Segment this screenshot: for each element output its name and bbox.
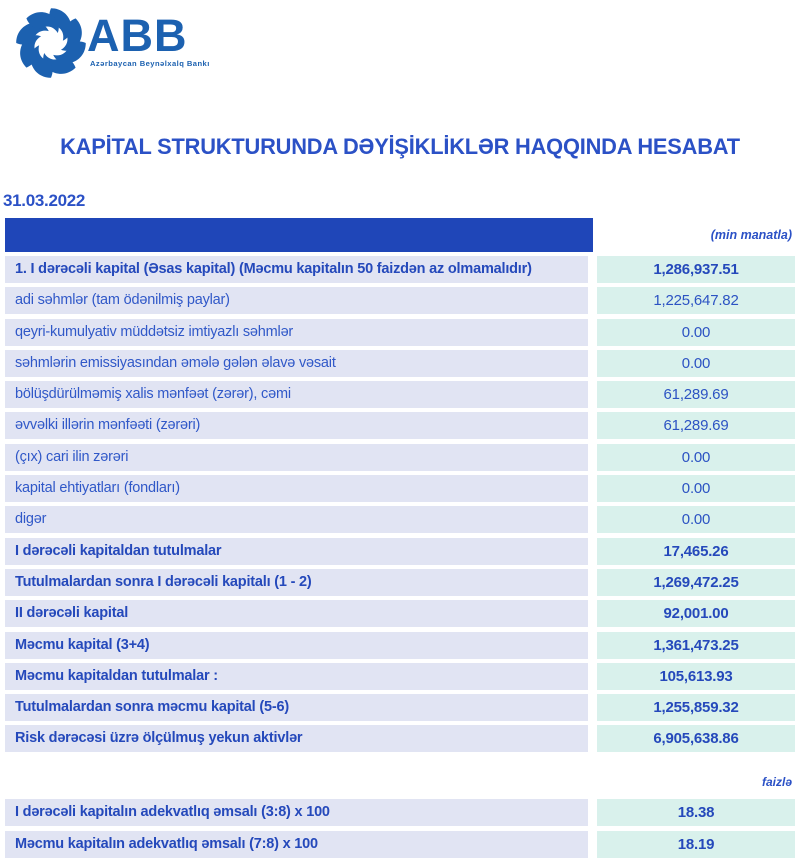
brand-name: ABB [87,10,188,61]
unit-note: (min manatla) [710,228,792,242]
row-label: 1. I dərəcəli kapital (Əsas kapital) (Məcmu kapitalın 50 faizdən az olmamalıdır) [5,256,588,283]
row-value: 0.00 [597,475,795,502]
row-label: Risk dərəcəsi üzrə ölçülmuş yekun aktivlər [5,725,588,752]
bank-logo [14,4,314,84]
table-row [5,475,795,502]
table-row [5,831,795,858]
row-value: 92,001.00 [597,600,795,627]
row-value: 0.00 [597,506,795,533]
ratio-table [5,799,795,863]
row-label: Məcmu kapitaldan tutulmalar : [5,663,588,690]
table-row [5,725,795,752]
row-label: kapital ehtiyatları (fondları) [5,475,588,502]
table-row [5,287,795,314]
row-value: 1,361,473.25 [597,632,795,659]
row-label: I dərəcəli kapitalın adekvatlıq əmsalı (3:8) x 100 [5,799,588,826]
row-label: I dərəcəli kapitaldan tutulmalar [5,538,588,565]
table-row [5,319,795,346]
row-label: II dərəcəli kapital [5,600,588,627]
row-label: Məcmu kapitalın adekvatlıq əmsalı (7:8) x 100 [5,831,588,858]
row-value: 61,289.69 [597,381,795,408]
row-value: 0.00 [597,444,795,471]
table-row [5,444,795,471]
table-row [5,694,795,721]
row-label: səhmlərin emissiyasından əmələ gələn əlavə vəsait [5,350,588,377]
row-value: 105,613.93 [597,663,795,690]
row-value: 1,269,472.25 [597,569,795,596]
row-label: bölüşdürülməmiş xalis mənfəət (zərər), cəmi [5,381,588,408]
row-label: digər [5,506,588,533]
row-label: adi səhmlər (tam ödənilmiş paylar) [5,287,588,314]
table-row [5,412,795,439]
row-label: Tutulmalardan sonra məcmu kapital (5-6) [5,694,588,721]
table-row [5,569,795,596]
table-header-bar [5,218,593,252]
abb-swirl-logo-icon [14,6,88,80]
row-value: 1,225,647.82 [597,287,795,314]
row-value: 0.00 [597,350,795,377]
row-value: 6,905,638.86 [597,725,795,752]
table-row [5,538,795,565]
row-label: Tutulmalardan sonra I dərəcəli kapitalı (1 - 2) [5,569,588,596]
capital-table [5,256,795,757]
row-value: 0.00 [597,319,795,346]
row-value: 61,289.69 [597,412,795,439]
report-date: 31.03.2022 [3,191,86,210]
row-value: 1,255,859.32 [597,694,795,721]
table-row [5,256,795,283]
row-label: əvvəlki illərin mənfəəti (zərəri) [5,412,588,439]
table-row [5,350,795,377]
row-label: Məcmu kapital (3+4) [5,632,588,659]
table-row [5,600,795,627]
row-value: 18.19 [597,831,795,858]
percent-note: faizlə [761,775,792,789]
page-title: KAPİTAL STRUKTURUNDA DƏYİŞİKLİKLƏR HAQQINDA HESABAT [60,134,740,159]
row-value: 1,286,937.51 [597,256,795,283]
row-label: qeyri-kumulyativ müddətsiz imtiyazlı səhmlər [5,319,588,346]
table-row [5,632,795,659]
brand-subtitle: Azərbaycan Beynəlxalq Bankı [90,59,210,68]
table-row [5,663,795,690]
table-row [5,506,795,533]
row-value: 17,465.26 [597,538,795,565]
table-row [5,381,795,408]
table-row [5,799,795,826]
row-label: (çıx) cari ilin zərəri [5,444,588,471]
row-value: 18.38 [597,799,795,826]
